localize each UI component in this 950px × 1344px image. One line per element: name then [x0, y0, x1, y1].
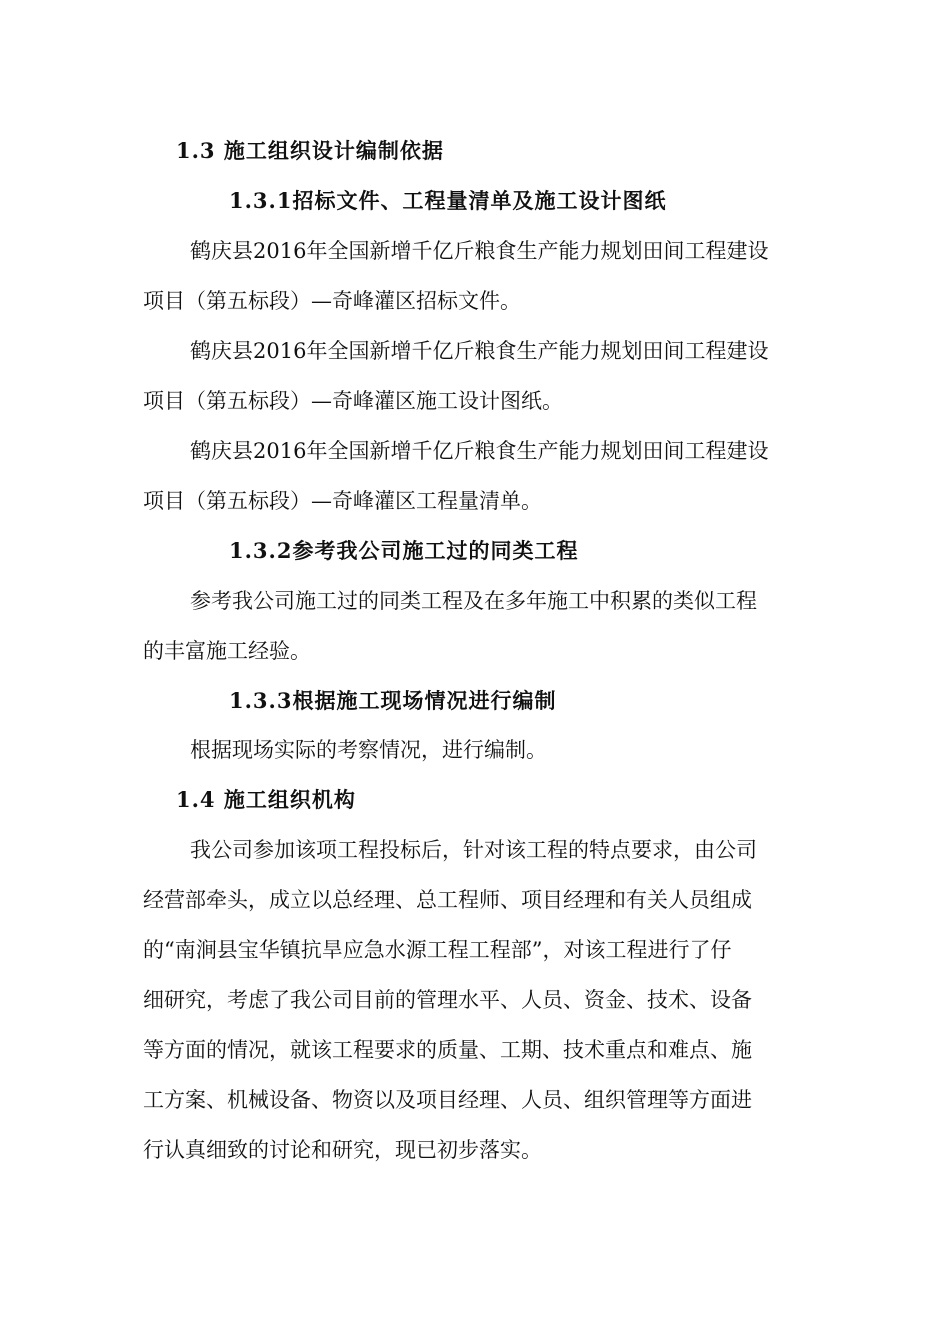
paragraph-line: 行认真细致的讨论和研究，现已初步落实。 [143, 1138, 542, 1162]
paragraph-line: 工方案、机械设备、物资以及项目经理、人员、组织管理等方面进 [143, 1088, 752, 1112]
paragraph-line: 等方面的情况，就该工程要求的质量、工期、技术重点和难点、施 [143, 1038, 752, 1062]
paragraph-line: 根据现场实际的考察情况，进行编制。 [190, 738, 547, 762]
subsection-heading-1-3-2: 1.3.2参考我公司施工过的同类工程 [229, 538, 579, 563]
subsection-heading-1-3-3: 1.3.3根据施工现场情况进行编制 [229, 688, 557, 713]
subsection-heading-1-3-1: 1.3.1招标文件、工程量清单及施工设计图纸 [229, 188, 667, 213]
paragraph-line: 项目（第五标段）—奇峰灌区招标文件。 [143, 289, 521, 313]
paragraph-line: 经营部牵头，成立以总经理、总工程师、项目经理和有关人员组成 [143, 888, 752, 912]
paragraph-line: 鹤庆县2016年全国新增千亿斤粮食生产能力规划田间工程建设 [190, 339, 769, 363]
paragraph-line: 参考我公司施工过的同类工程及在多年施工中积累的类似工程 [190, 589, 757, 613]
paragraph-line: 项目（第五标段）—奇峰灌区工程量清单。 [143, 489, 542, 513]
paragraph-line: 的丰富施工经验。 [143, 639, 311, 663]
paragraph-line: 项目（第五标段）—奇峰灌区施工设计图纸。 [143, 389, 563, 413]
paragraph-line: 鹤庆县2016年全国新增千亿斤粮食生产能力规划田间工程建设 [190, 239, 769, 263]
paragraph-line: 鹤庆县2016年全国新增千亿斤粮食生产能力规划田间工程建设 [190, 439, 769, 463]
paragraph-line: 我公司参加该项工程投标后，针对该工程的特点要求，由公司 [190, 838, 757, 862]
paragraph-line: 细研究，考虑了我公司目前的管理水平、人员、资金、技术、设备 [143, 988, 752, 1012]
paragraph-line: 的“南涧县宝华镇抗旱应急水源工程工程部”，对该工程进行了仔 [143, 938, 732, 962]
section-heading-1-4: 1.4 施工组织机构 [176, 787, 356, 812]
section-heading-1-3: 1.3 施工组织设计编制依据 [176, 138, 444, 163]
